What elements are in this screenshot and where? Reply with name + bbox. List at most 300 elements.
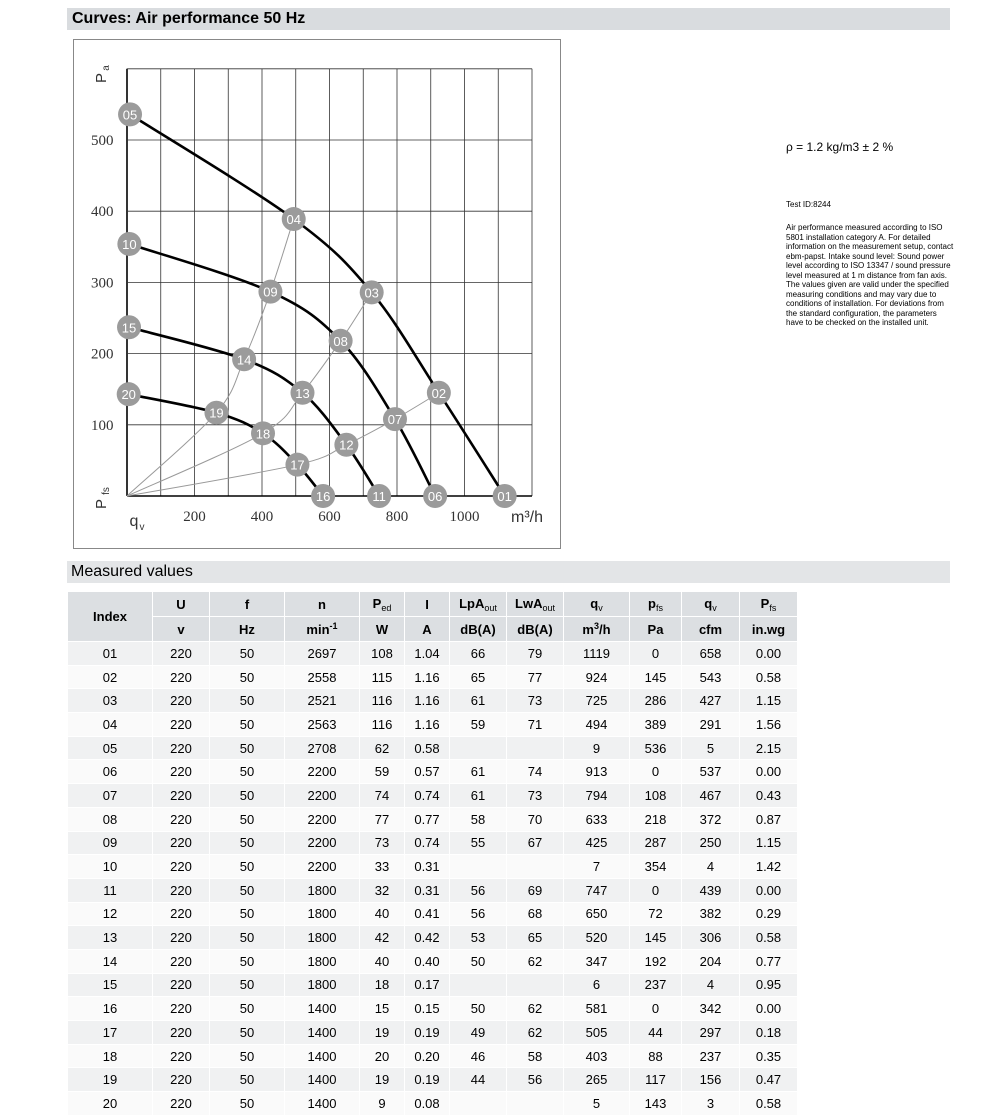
table-cell: 0.57 xyxy=(405,760,450,784)
x-tick-label: 400 xyxy=(250,509,274,525)
column-header: $P_{ed}$ xyxy=(360,592,405,617)
system-curve xyxy=(127,292,372,496)
table-cell: 2521 xyxy=(285,689,360,713)
table-cell: 50 xyxy=(210,1068,285,1092)
table-cell: 61 xyxy=(450,760,507,784)
table-cell: 108 xyxy=(630,784,682,808)
y-tick-label: 300 xyxy=(91,275,114,292)
operating-point-label: 05 xyxy=(122,107,138,123)
table-cell: 1400 xyxy=(285,1092,360,1116)
table-cell: 372 xyxy=(682,807,740,831)
curves-title: Curves: Air performance 50 Hz xyxy=(72,10,306,27)
table-cell: 439 xyxy=(682,878,740,902)
table-cell: 0.29 xyxy=(740,902,798,926)
table-cell: 2200 xyxy=(285,760,360,784)
table-cell: 56 xyxy=(450,902,507,926)
table-cell: 01 xyxy=(68,642,153,666)
table-cell: 19 xyxy=(360,1068,405,1092)
operating-point-label: 20 xyxy=(121,387,136,403)
table-row xyxy=(68,665,798,689)
table-cell: 0.00 xyxy=(740,642,798,666)
operating-point-label: 13 xyxy=(295,385,310,401)
table-cell: 1.16 xyxy=(405,713,450,737)
air-density-note: ρ = 1.2 kg/m3 ± 2 % xyxy=(786,140,894,154)
table-row xyxy=(68,784,798,808)
table-cell: 33 xyxy=(360,855,405,879)
measured-title: Measured values xyxy=(71,563,193,580)
table-cell: 494 xyxy=(564,713,630,737)
table-cell: 59 xyxy=(360,760,405,784)
table-cell: 0.41 xyxy=(405,902,450,926)
table-cell: 117 xyxy=(630,1068,682,1092)
table-cell: 220 xyxy=(153,784,210,808)
table-cell: 50 xyxy=(210,1044,285,1068)
y-axis-bottom-label: P xyxy=(93,498,110,510)
table-cell: 0.95 xyxy=(740,973,798,997)
table-cell: 297 xyxy=(682,1021,740,1045)
table-cell: 1.16 xyxy=(405,689,450,713)
table-row xyxy=(68,713,798,737)
table-cell: 12 xyxy=(68,902,153,926)
unit-header: Pa xyxy=(630,617,682,642)
table-cell: 116 xyxy=(360,689,405,713)
table-row xyxy=(68,997,798,1021)
table-cell: 50 xyxy=(210,784,285,808)
table-cell: 389 xyxy=(630,713,682,737)
table-cell: 220 xyxy=(153,997,210,1021)
table-row xyxy=(68,807,798,831)
table-cell: 56 xyxy=(450,878,507,902)
table-cell xyxy=(507,855,564,879)
table-cell: 220 xyxy=(153,855,210,879)
operating-point-label: 08 xyxy=(333,333,348,349)
table-cell: 0.00 xyxy=(740,878,798,902)
table-cell: 0.08 xyxy=(405,1092,450,1116)
table-row xyxy=(68,1068,798,1092)
table-cell: 220 xyxy=(153,689,210,713)
table-cell: 382 xyxy=(682,902,740,926)
table-cell: 49 xyxy=(450,1021,507,1045)
table-cell: 403 xyxy=(564,1044,630,1068)
table-cell: 50 xyxy=(210,831,285,855)
table-cell: 0 xyxy=(630,997,682,1021)
table-cell: 07 xyxy=(68,784,153,808)
table-cell: 220 xyxy=(153,665,210,689)
table-cell: 0.18 xyxy=(740,1021,798,1045)
index-header: Index xyxy=(68,592,153,642)
table-cell: 108 xyxy=(360,642,405,666)
table-cell: 09 xyxy=(68,831,153,855)
table-cell: 67 xyxy=(507,831,564,855)
y-tick-label: 200 xyxy=(91,346,114,363)
x-axis-label-sub: v xyxy=(139,522,145,533)
table-cell: 427 xyxy=(682,689,740,713)
column-header: U xyxy=(153,592,210,617)
table-cell: 537 xyxy=(682,760,740,784)
table-row xyxy=(68,855,798,879)
table-cell: 4 xyxy=(682,973,740,997)
table-cell: 0.77 xyxy=(405,807,450,831)
table-cell: 2558 xyxy=(285,665,360,689)
x-tick-label: 600 xyxy=(318,509,341,525)
x-axis-label: q xyxy=(129,513,139,530)
y-axis-bottom-sub: fs xyxy=(101,487,112,495)
table-row xyxy=(68,949,798,973)
operating-point-label: 16 xyxy=(315,489,331,504)
table-cell: 50 xyxy=(210,665,285,689)
table-cell: 342 xyxy=(682,997,740,1021)
table-cell: 291 xyxy=(682,713,740,737)
column-header: LpA$_{out}$ xyxy=(450,592,507,617)
table-cell: 19 xyxy=(360,1021,405,1045)
table-cell: 50 xyxy=(210,760,285,784)
y-axis-top-label: P xyxy=(93,72,110,84)
table-cell: 50 xyxy=(210,1092,285,1116)
table-cell: 72 xyxy=(630,902,682,926)
table-cell: 18 xyxy=(360,973,405,997)
table-cell: 05 xyxy=(68,736,153,760)
column-header: $P_{fs}$ xyxy=(740,592,798,617)
curves-section-header xyxy=(67,8,950,30)
table-cell: 220 xyxy=(153,713,210,737)
measurement-notes: Air performance measured according to ISO 5801 installation category A. For detailed information on the measurement setup, contact ebm-papst. Intake sound level: Sound power level according to ISO 13347 / sound pressure level measured at 1 m distance from fan axis. The values given are valid under the specified measuring conditions and may vary due to conditions of installation. For deviations from the standard configuration, the parameters have to be checked on the installed unit. xyxy=(786,223,954,327)
system-curve xyxy=(127,219,294,496)
table-cell: 0.40 xyxy=(405,949,450,973)
operating-point-label: 07 xyxy=(387,412,403,428)
table-cell: 50 xyxy=(210,1021,285,1045)
column-header: $q_v$ xyxy=(682,592,740,617)
table-cell: 40 xyxy=(360,902,405,926)
table-cell: 20 xyxy=(360,1044,405,1068)
table-cell: 65 xyxy=(507,926,564,950)
unit-header: $m^3/h$ xyxy=(564,617,630,642)
table-row xyxy=(68,1092,798,1116)
table-cell: 40 xyxy=(360,949,405,973)
table-cell: 0.42 xyxy=(405,926,450,950)
operating-point-label: 17 xyxy=(290,457,305,473)
table-row xyxy=(68,736,798,760)
table-cell: 156 xyxy=(682,1068,740,1092)
table-cell: 425 xyxy=(564,831,630,855)
table-cell: 116 xyxy=(360,713,405,737)
table-cell: 0 xyxy=(630,642,682,666)
table-cell: 725 xyxy=(564,689,630,713)
operating-point-label: 02 xyxy=(431,385,447,401)
table-cell: 17 xyxy=(68,1021,153,1045)
table-cell: 5 xyxy=(682,736,740,760)
y-axis-top-sub: a xyxy=(101,65,112,71)
table-cell: 15 xyxy=(360,997,405,1021)
measured-section-header xyxy=(67,561,950,583)
table-cell: 220 xyxy=(153,736,210,760)
table-cell: 18 xyxy=(68,1044,153,1068)
unit-header: dB(A) xyxy=(450,617,507,642)
table-cell: 50 xyxy=(210,878,285,902)
y-tick-label: 100 xyxy=(91,417,114,434)
table-cell: 44 xyxy=(630,1021,682,1045)
table-cell: 143 xyxy=(630,1092,682,1116)
table-cell: 61 xyxy=(450,784,507,808)
header-row-units xyxy=(68,617,798,642)
table-cell: 13 xyxy=(68,926,153,950)
table-cell: 06 xyxy=(68,760,153,784)
table-cell: 0.47 xyxy=(740,1068,798,1092)
table-cell: 218 xyxy=(630,807,682,831)
table-cell: 50 xyxy=(210,973,285,997)
table-cell: 73 xyxy=(360,831,405,855)
table-row xyxy=(68,1021,798,1045)
table-cell: 220 xyxy=(153,642,210,666)
table-cell: 354 xyxy=(630,855,682,879)
table-cell: 77 xyxy=(360,807,405,831)
x-tick-label: 200 xyxy=(183,509,206,525)
table-cell: 1.15 xyxy=(740,689,798,713)
table-cell xyxy=(450,1092,507,1116)
unit-header: dB(A) xyxy=(507,617,564,642)
table-cell: 50 xyxy=(210,642,285,666)
table-cell: 220 xyxy=(153,1021,210,1045)
table-cell: 658 xyxy=(682,642,740,666)
table-cell: 5 xyxy=(564,1092,630,1116)
chart-frame xyxy=(73,39,561,549)
table-cell: 1.42 xyxy=(740,855,798,879)
column-header: f xyxy=(210,592,285,617)
table-cell: 50 xyxy=(210,713,285,737)
table-header xyxy=(68,592,798,642)
table-cell: 0.87 xyxy=(740,807,798,831)
table-cell: 0.19 xyxy=(405,1068,450,1092)
table-cell: 287 xyxy=(630,831,682,855)
table-row xyxy=(68,831,798,855)
table-cell: 46 xyxy=(450,1044,507,1068)
table-cell: 73 xyxy=(507,689,564,713)
table-cell: 794 xyxy=(564,784,630,808)
table-cell: 0.19 xyxy=(405,1021,450,1045)
table-cell: 220 xyxy=(153,949,210,973)
operating-point-label: 12 xyxy=(339,437,354,453)
table-cell: 9 xyxy=(360,1092,405,1116)
column-header: LwA$_{out}$ xyxy=(507,592,564,617)
table-cell: 66 xyxy=(450,642,507,666)
table-cell: 204 xyxy=(682,949,740,973)
table-cell: 520 xyxy=(564,926,630,950)
table-cell: 0.58 xyxy=(740,665,798,689)
table-cell: 3 xyxy=(682,1092,740,1116)
table-cell: 0 xyxy=(630,760,682,784)
measured-values-table xyxy=(67,591,798,1116)
table-cell: 2697 xyxy=(285,642,360,666)
table-cell: 0.74 xyxy=(405,831,450,855)
table-cell: 1400 xyxy=(285,1068,360,1092)
table-cell xyxy=(450,973,507,997)
table-cell: 50 xyxy=(450,997,507,1021)
table-cell: 62 xyxy=(507,949,564,973)
table-cell: 0.77 xyxy=(740,949,798,973)
table-row xyxy=(68,689,798,713)
operating-point-label: 04 xyxy=(286,212,301,228)
table-cell: 467 xyxy=(682,784,740,808)
table-cell: 2.15 xyxy=(740,736,798,760)
table-cell: 61 xyxy=(450,689,507,713)
table-cell: 265 xyxy=(564,1068,630,1092)
x-tick-label: 800 xyxy=(385,509,409,525)
air-performance-chart xyxy=(74,40,562,550)
table-cell: 913 xyxy=(564,760,630,784)
operating-point-label: 15 xyxy=(121,320,137,336)
table-cell: 02 xyxy=(68,665,153,689)
table-cell: 536 xyxy=(630,736,682,760)
column-header: I xyxy=(405,592,450,617)
table-cell: 286 xyxy=(630,689,682,713)
table-cell: 633 xyxy=(564,807,630,831)
table-cell: 4 xyxy=(682,855,740,879)
performance-curve xyxy=(130,114,505,496)
y-tick-label: 400 xyxy=(91,204,114,221)
table-cell: 08 xyxy=(68,807,153,831)
table-cell: 50 xyxy=(210,689,285,713)
table-cell: 1400 xyxy=(285,1021,360,1045)
table-cell: 50 xyxy=(210,855,285,879)
table-cell: 0.00 xyxy=(740,997,798,1021)
table-cell: 2200 xyxy=(285,784,360,808)
table-cell: 2563 xyxy=(285,713,360,737)
table-cell: 50 xyxy=(210,949,285,973)
table-cell: 650 xyxy=(564,902,630,926)
operating-point-label: 14 xyxy=(236,352,252,368)
operating-point-label: 11 xyxy=(372,489,386,504)
operating-point-label: 03 xyxy=(364,285,379,301)
table-cell: 581 xyxy=(564,997,630,1021)
table-cell: 77 xyxy=(507,665,564,689)
column-header: n xyxy=(285,592,360,617)
table-cell: 03 xyxy=(68,689,153,713)
unit-header: in.wg xyxy=(740,617,798,642)
table-cell: 50 xyxy=(210,736,285,760)
table-row xyxy=(68,760,798,784)
table-cell: 747 xyxy=(564,878,630,902)
test-id: Test ID:8244 xyxy=(786,200,831,209)
table-cell: 220 xyxy=(153,926,210,950)
table-cell: 1400 xyxy=(285,1044,360,1068)
table-cell: 0.35 xyxy=(740,1044,798,1068)
table-cell: 20 xyxy=(68,1092,153,1116)
table-cell: 0.31 xyxy=(405,878,450,902)
table-cell: 115 xyxy=(360,665,405,689)
operating-point-label: 18 xyxy=(255,426,271,442)
table-cell: 73 xyxy=(507,784,564,808)
operating-point-label: 19 xyxy=(209,405,224,421)
table-cell: 220 xyxy=(153,1068,210,1092)
y-tick-label: 500 xyxy=(91,133,114,149)
table-cell: 220 xyxy=(153,902,210,926)
table-cell: 56 xyxy=(507,1068,564,1092)
table-cell: 69 xyxy=(507,878,564,902)
table-cell: 42 xyxy=(360,926,405,950)
operating-point-label: 01 xyxy=(497,489,512,504)
table-cell: 0.15 xyxy=(405,997,450,1021)
table-cell: 9 xyxy=(564,736,630,760)
table-cell: 62 xyxy=(507,997,564,1021)
table-cell: 70 xyxy=(507,807,564,831)
table-cell: 220 xyxy=(153,878,210,902)
table-cell: 0.31 xyxy=(405,855,450,879)
table-row xyxy=(68,973,798,997)
table-cell: 220 xyxy=(153,760,210,784)
table-cell: 74 xyxy=(507,760,564,784)
column-header: $q_v$ xyxy=(564,592,630,617)
table-cell: 250 xyxy=(682,831,740,855)
table-row xyxy=(68,926,798,950)
table-row xyxy=(68,642,798,666)
table-cell: 0 xyxy=(630,878,682,902)
unit-header: W xyxy=(360,617,405,642)
table-cell: 0.58 xyxy=(740,926,798,950)
table-cell: 0.20 xyxy=(405,1044,450,1068)
unit-header: Hz xyxy=(210,617,285,642)
table-cell: 10 xyxy=(68,855,153,879)
unit-header: cfm xyxy=(682,617,740,642)
table-cell: 505 xyxy=(564,1021,630,1045)
table-cell: 62 xyxy=(360,736,405,760)
table-cell: 1800 xyxy=(285,926,360,950)
table-cell: 88 xyxy=(630,1044,682,1068)
table-cell xyxy=(450,736,507,760)
table-cell: 50 xyxy=(210,807,285,831)
table-cell: 543 xyxy=(682,665,740,689)
table-cell: 14 xyxy=(68,949,153,973)
table-cell: 192 xyxy=(630,949,682,973)
table-cell: 145 xyxy=(630,665,682,689)
table-cell: 79 xyxy=(507,642,564,666)
operating-point-label: 10 xyxy=(122,236,137,252)
table-cell: 347 xyxy=(564,949,630,973)
table-cell xyxy=(507,973,564,997)
table-cell: 62 xyxy=(507,1021,564,1045)
unit-header: v xyxy=(153,617,210,642)
table-cell: 71 xyxy=(507,713,564,737)
table-cell: 2200 xyxy=(285,855,360,879)
table-cell: 04 xyxy=(68,713,153,737)
table-cell: 220 xyxy=(153,807,210,831)
table-cell: 16 xyxy=(68,997,153,1021)
table-cell: 1.15 xyxy=(740,831,798,855)
table-cell: 306 xyxy=(682,926,740,950)
operating-point-label: 06 xyxy=(427,489,443,504)
table-cell: 19 xyxy=(68,1068,153,1092)
table-cell: 59 xyxy=(450,713,507,737)
table-row xyxy=(68,1044,798,1068)
table-cell: 924 xyxy=(564,665,630,689)
table-cell: 0.43 xyxy=(740,784,798,808)
header-row-quantities xyxy=(68,592,798,617)
table-cell: 15 xyxy=(68,973,153,997)
table-cell: 1.56 xyxy=(740,713,798,737)
table-body xyxy=(68,642,798,1116)
table-cell: 65 xyxy=(450,665,507,689)
table-cell: 1800 xyxy=(285,902,360,926)
column-header: $p_{fs}$ xyxy=(630,592,682,617)
table-row xyxy=(68,878,798,902)
table-cell: 50 xyxy=(210,926,285,950)
table-cell: 237 xyxy=(682,1044,740,1068)
table-cell xyxy=(450,855,507,879)
table-cell: 7 xyxy=(564,855,630,879)
table-row xyxy=(68,902,798,926)
table-cell: 1800 xyxy=(285,878,360,902)
table-cell: 50 xyxy=(210,997,285,1021)
table-cell: 1800 xyxy=(285,973,360,997)
x-axis-unit: m³/h xyxy=(511,509,543,526)
